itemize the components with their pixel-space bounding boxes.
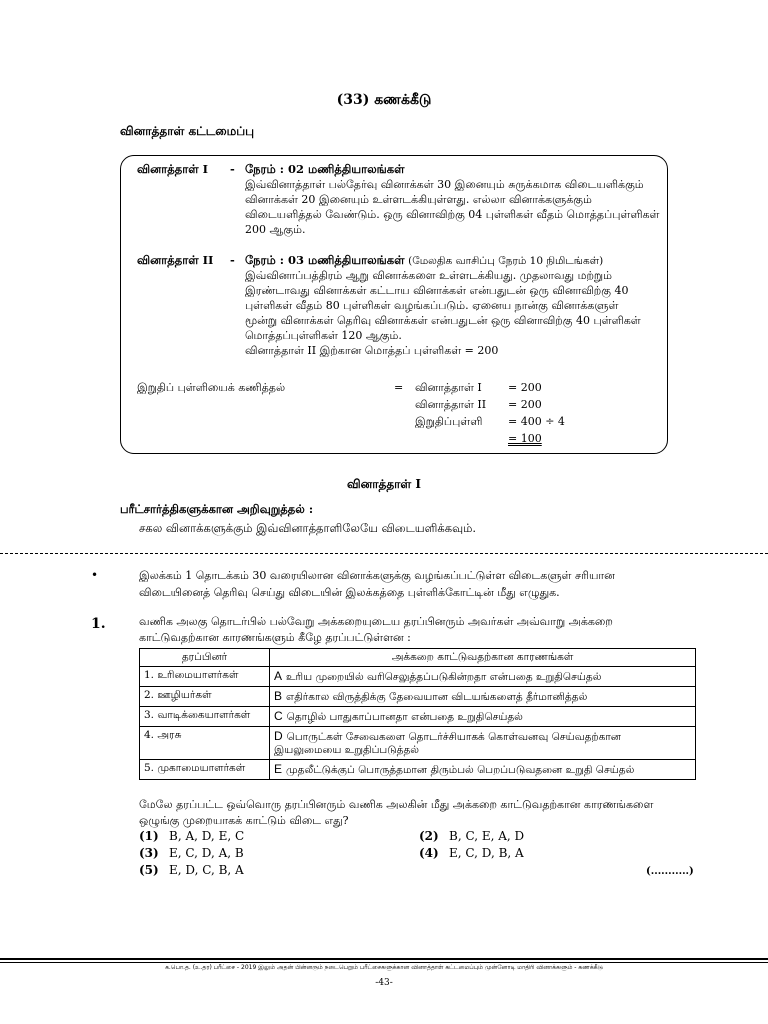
final-calc-eq: = [394, 381, 404, 394]
bullet-marker: • [91, 568, 99, 582]
reason-cell [270, 707, 696, 727]
paper1-desc-line: விடையளித்தல் வேண்டும். ஒரு வினாவிற்கு 04 புள்ளிகள் வீதம் மொத்தப்புள்ளிகள் [245, 208, 660, 221]
paper2-total: வினாத்தாள் II இற்கான மொத்தப் புள்ளிகள் = 200 [245, 344, 499, 357]
bullet-line: இலக்கம் 1 தொடக்கம் 30 வரையிலான வினாக்களுக்கு வழங்கப்பட்டுள்ள விடைகளுள் சரியான [139, 569, 615, 582]
final-calc-name-2: வினாத்தாள் II [415, 398, 487, 411]
option-5[interactable] [139, 863, 244, 877]
question-stem-line: மேலே தரப்பட்ட ஒவ்வொரு தரப்பினரும் வணிக அலகின் மீது அக்கறை காட்டுவதற்கான காரணங்களை [139, 798, 654, 811]
final-calc-result: = 100 [508, 432, 542, 445]
question-intro-line: காட்டுவதற்கான காரணங்களும் கீழே தரப்பட்டுள்ளன : [139, 631, 411, 644]
footer-rule-thin [0, 962, 768, 963]
causes-table [139, 648, 696, 780]
paper1-desc-line: 200 ஆகும். [245, 223, 306, 236]
option-text: E, C, D, A, B [169, 846, 244, 860]
reason-text: உரிய முறையில் வரிசெலுத்தப்படுகின்றதா என்பதை உறுதிசெய்தல் [286, 671, 602, 683]
paper2-time-extra: (மேலதிக வாசிப்பு நேரம் 10 நிமிடங்கள்) [408, 255, 604, 267]
reason-letter: E [274, 762, 283, 776]
page-number: -43- [375, 978, 393, 988]
instructions-heading: பரீட்சார்த்திகளுக்கான அறிவுறுத்தல் : [120, 502, 314, 516]
question-intro-line: வணிக அலகு தொடர்பில் பல்வேறு அக்கறையுடைய தரப்பினரும் அவர்கள் அவ்வாறு அக்கறை [139, 615, 613, 628]
table-row [140, 760, 696, 780]
option-number: (2) [419, 829, 439, 843]
table-row [140, 727, 696, 760]
final-calc-name-1: வினாத்தாள் I [415, 381, 482, 394]
table-header-reason: அக்கறை காட்டுவதற்கான காரணங்கள் [270, 649, 696, 667]
paper2-desc-line: மூன்று வினாக்கள் தெரிவு வினாக்கள் என்பதுடன் ஒரு வினாவிற்கு 40 புள்ளிகள் [245, 314, 641, 327]
paper2-description [245, 268, 665, 358]
option-text: E, C, D, B, A [449, 846, 524, 860]
paper1-time: நேரம் : 02 மணித்தியாலங்கள் [245, 162, 405, 176]
reason-text: தொழில் பாதுகாப்பானதா என்பதை உறுதிசெய்தல் [286, 711, 523, 723]
paper2-dash: - [230, 253, 235, 267]
question-intro [139, 614, 696, 646]
option-4[interactable] [419, 846, 524, 860]
option-number: (5) [139, 863, 159, 877]
option-2[interactable] [419, 829, 524, 843]
paper2-desc-line: இவ்வினாப்பத்திரம் ஆறு வினாக்களை உள்ளடக்கியது. முதலாவது மற்றும் [245, 269, 612, 282]
final-calc-name-3: இறுதிப்புள்ளி [415, 415, 483, 428]
bullet-text [139, 567, 696, 601]
reason-letter: B [274, 689, 283, 703]
bullet-line: விடையினைத் தெரிவு செய்து விடையின் இலக்கத்தை புள்ளிக்கோட்டின் மீது எழுதுக. [139, 586, 560, 599]
reason-text: எதிர்கால விருத்திக்கு தேவையான விடயங்களைத் தீர்மானித்தல் [286, 691, 588, 703]
answer-blank[interactable]: (...........) [646, 866, 694, 877]
footer-rule-thick [0, 958, 768, 960]
paper2-desc-line: புள்ளிகள் வீதம் 80 புள்ளிகள் வழங்கப்படும். ஏனைய நான்கு வினாக்களுள் [245, 299, 619, 312]
party-cell: 1. உரிமையாளர்கள் [140, 667, 270, 687]
option-text: E, D, C, B, A [169, 863, 244, 877]
option-text: B, A, D, E, C [169, 829, 245, 843]
table-header-party: தரப்பினர் [140, 649, 270, 667]
reason-letter: C [274, 709, 283, 723]
option-1[interactable] [139, 829, 244, 843]
paper1-label: வினாத்தாள் I [137, 162, 208, 176]
paper1-heading: வினாத்தாள் I [346, 477, 422, 491]
paper1-dash: - [230, 162, 235, 176]
question-stem-line: ஒழுங்கு முறையாகக் காட்டும் விடை எது? [139, 814, 349, 827]
option-number: (1) [139, 829, 159, 843]
party-cell: 2. ஊழியர்கள் [140, 687, 270, 707]
reason-cell [270, 760, 696, 780]
paper1-description [245, 177, 665, 237]
paper2-time-line [245, 252, 603, 269]
reason-text: பொருட்கள் சேவைகளை தொடர்ச்சியாகக் கொள்வனவு செய்வதற்கான இயலுமையை உறுதிப்படுத்தல் [274, 731, 621, 756]
reason-cell [270, 687, 696, 707]
table-row [140, 667, 696, 687]
table-header-row [140, 649, 696, 667]
reason-cell [270, 667, 696, 687]
paper2-desc-line: இரண்டாவது வினாக்கள் கட்டாய வினாக்கள் என்பதுடன் ஒரு வினாவிற்கு 40 [245, 284, 629, 297]
reason-letter: A [274, 669, 283, 683]
party-cell: 3. வாடிக்கையாளர்கள் [140, 707, 270, 727]
paper2-time: நேரம் : 03 மணித்தியாலங்கள் [245, 253, 405, 267]
option-number: (4) [419, 846, 439, 860]
option-text: B, C, E, A, D [449, 829, 525, 843]
option-number: (3) [139, 846, 159, 860]
option-3[interactable] [139, 846, 244, 860]
party-cell: 5. முகாமையாளர்கள் [140, 760, 270, 780]
instructions-text: சகல வினாக்களுக்கும் இவ்வினாத்தாளிலேயே விடையளிக்கவும். [139, 521, 476, 535]
page-title: (33) கணக்கீடு [336, 92, 432, 108]
paper1-desc-line: இவ்வினாத்தாள் பல்தேர்வு வினாக்கள் 30 இனையும் சுருக்கமாக விடையளிக்கும் [245, 178, 644, 191]
reason-text: முதலீட்டுக்குப் பொருத்தமான திரும்பல் பெறப்படுவதனை உறுதி செய்தல் [286, 764, 635, 776]
section-divider [0, 553, 768, 554]
paper2-desc-line: மொத்தப்புள்ளிகள் 120 ஆகும். [245, 329, 402, 342]
table-row [140, 687, 696, 707]
reason-letter: D [274, 729, 283, 743]
final-calc-value-3: = 400 ÷ 4 [508, 415, 565, 428]
paper2-label: வினாத்தாள் II [137, 253, 214, 267]
party-cell: 4. அரசு [140, 727, 270, 760]
final-calc-value-1: = 200 [508, 381, 542, 394]
footer-text: க.பொ.த. (உ.தர) பரீட்சை - 2019 இலும் அதன் பின்னரும் நடைபெறும் பரீட்சைகளுக்கான வினாத்தாள் கட்டமைப்பும் முன்னோடி மாதிரி வினாக்களும் - கணக்கீடு [165, 964, 603, 971]
question-number: 1. [91, 616, 106, 632]
reason-cell [270, 727, 696, 760]
final-calc-value-2: = 200 [508, 398, 542, 411]
table-row [140, 707, 696, 727]
question-stem [139, 797, 696, 829]
paper1-desc-line: வினாக்கள் 20 இனையும் உள்ளடக்கியுள்ளது. எல்லா வினாக்களுக்கும் [245, 193, 592, 206]
structure-heading: வினாத்தாள் கட்டமைப்பு [120, 124, 255, 138]
final-calc-label: இறுதிப் புள்ளியைக் கணித்தல் [137, 381, 286, 394]
